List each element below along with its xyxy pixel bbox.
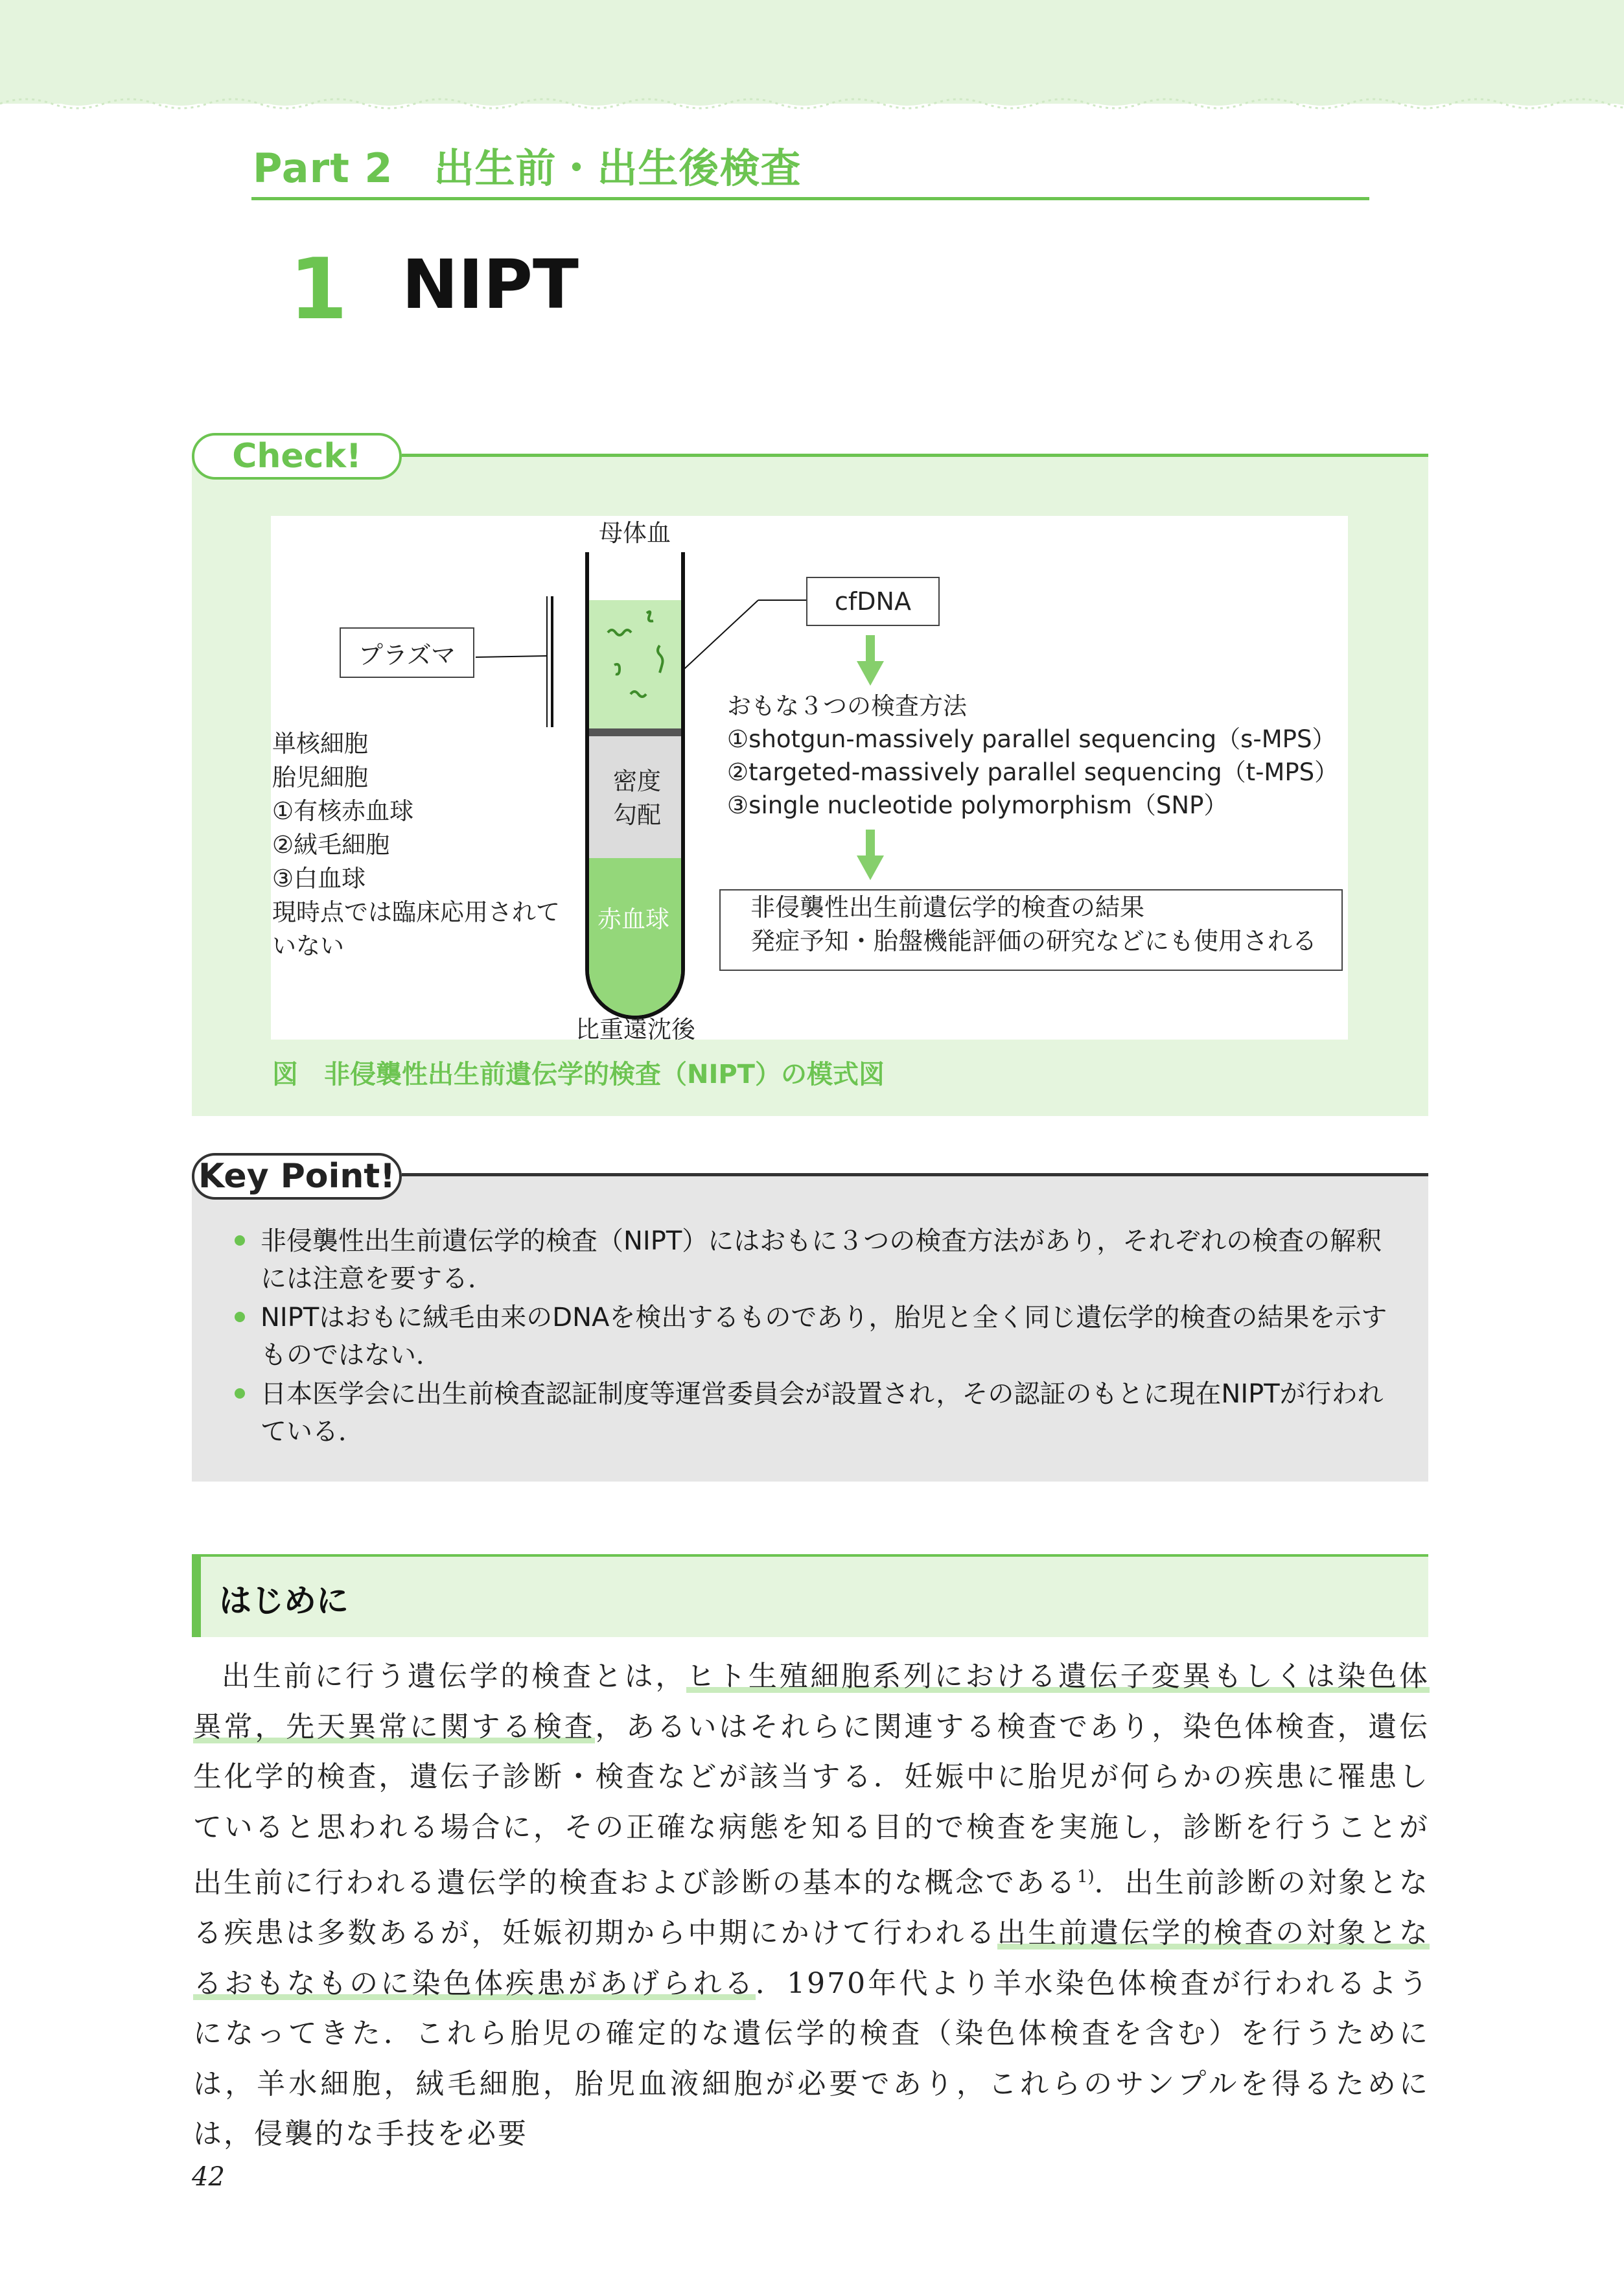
wave-decoration bbox=[0, 78, 1624, 117]
rbc-layer bbox=[589, 858, 681, 1016]
keypoint-item: 非侵襲性出生前遺伝学的検査（NIPT）にはおもに３つの検査方法があり，それぞれの検査の解釈には注意を要する． bbox=[231, 1222, 1397, 1298]
text-segment: ，あるいはそれらに関連する検査であり，染色体検査，遺伝生化学的検査，遺伝子診断・検査などが該当する．妊娠中に胎児が何らかの疾患に罹患していると思われる場合に，その正確な病態を知る目的で検査を実施し，診断を行うことが出生前に行われる遺伝学的検査および診断の基本的な概念である bbox=[193, 1710, 1430, 1900]
methods-title: おもな３つの検査方法 bbox=[727, 692, 967, 720]
text-segment: 出生前に行う遺伝学的検査とは， bbox=[222, 1660, 687, 1693]
density-label-line-1: 密度 bbox=[613, 767, 661, 795]
cell-list bbox=[272, 727, 560, 963]
cell-item: ①有核赤血球 bbox=[272, 797, 414, 825]
text-segment: ．出生前診断の対象となる疾患は多数あるが，妊娠初期から中期にかけて行われる bbox=[193, 1866, 1430, 1950]
cell-item: いない bbox=[272, 932, 344, 960]
cell-item: 現時点では臨床応用されて bbox=[272, 898, 560, 926]
cfdna-connector bbox=[684, 600, 758, 669]
body-text bbox=[193, 1651, 1430, 2159]
section-heading-rule bbox=[192, 1554, 1428, 1557]
method-item: ③single nucleotide polymorphism（SNP） bbox=[727, 791, 1228, 819]
plasma-connector bbox=[476, 656, 547, 657]
keypoint-label: Key Point! bbox=[192, 1153, 402, 1200]
top-band bbox=[0, 0, 1624, 104]
part-header: Part 2 出生前・出生後検査 bbox=[253, 145, 802, 192]
page-number: 42 bbox=[192, 2162, 225, 2192]
result-box bbox=[719, 889, 1343, 971]
nipt-diagram bbox=[271, 516, 1348, 1043]
check-rule bbox=[402, 454, 1428, 457]
method-item: ②targeted-massively parallel sequencing（t-MPS） bbox=[727, 758, 1339, 786]
section-heading-bar bbox=[192, 1555, 201, 1637]
result-line-2: 発症予知・胎盤機能評価の研究などにも使用される bbox=[750, 927, 1317, 955]
plasma-box: プラズマ bbox=[340, 627, 474, 678]
density-gradient-label bbox=[613, 765, 661, 832]
rbc-label: 赤血球 bbox=[597, 905, 669, 933]
buffy-coat-layer bbox=[589, 728, 681, 736]
figure-caption: 図 非侵襲性出生前遺伝学的検査（NIPT）の模式図 bbox=[272, 1060, 885, 1089]
cell-item: ③白血球 bbox=[272, 865, 366, 892]
section-heading-bg bbox=[192, 1555, 1428, 1637]
check-label: Check! bbox=[192, 433, 402, 480]
reference-mark: 1) bbox=[1076, 1867, 1095, 1887]
highlighted-text: ヒト生殖細胞系列における遺伝子変異もしくは染色体異常，先天異常に関する検査 bbox=[193, 1660, 1430, 1743]
maternal-blood-label: 母体血 bbox=[599, 519, 671, 547]
part-rule bbox=[251, 197, 1369, 200]
keypoint-item: 日本医学会に出生前検査認証制度等運営委員会が設置され，その認証のもとに現在NIPTが行われている． bbox=[231, 1375, 1397, 1450]
methods-block bbox=[727, 690, 1338, 822]
text-segment: ．1970年代より羊水染色体検査が行われるようになってきた．これら胎児の確定的な遺伝学的検査（染色体検査を含む）を行うためには，羊水細胞，絨毛細胞，胎児血液細胞が必要であり，これらのサンプルを得るためには，侵襲的な手技を必要 bbox=[193, 1966, 1430, 2151]
density-label-line-2: 勾配 bbox=[613, 801, 661, 829]
chapter-number: 1 bbox=[289, 240, 348, 338]
cell-item: 単核細胞 bbox=[272, 730, 368, 758]
keypoint-list bbox=[231, 1222, 1397, 1452]
result-line-1: 非侵襲性出生前遺伝学的検査の結果 bbox=[750, 893, 1145, 922]
keypoint-rule bbox=[402, 1173, 1428, 1176]
cfdna-box: cfDNA bbox=[806, 577, 940, 626]
section-title: はじめに bbox=[219, 1582, 349, 1620]
keypoint-item: NIPTはおもに絨毛由来のDNAを検出するものであり，胎児と全く同じ遺伝学的検査の結果を示すものではない． bbox=[231, 1299, 1397, 1374]
after-centrifugation-label: 比重遠沈後 bbox=[575, 1016, 695, 1043]
highlighted-text: 出生前遺伝学的検査の対象となるおもなものに染色体疾患があげられる bbox=[193, 1916, 1430, 2000]
cell-item: ②絨毛細胞 bbox=[272, 831, 390, 859]
body-paragraph bbox=[193, 1651, 1430, 2159]
plasma-layer bbox=[589, 600, 681, 731]
cell-item: 胎児細胞 bbox=[272, 763, 368, 791]
method-item: ①shotgun-massively parallel sequencing（s-MPS） bbox=[727, 725, 1336, 753]
chapter-title: NIPT bbox=[402, 245, 579, 324]
